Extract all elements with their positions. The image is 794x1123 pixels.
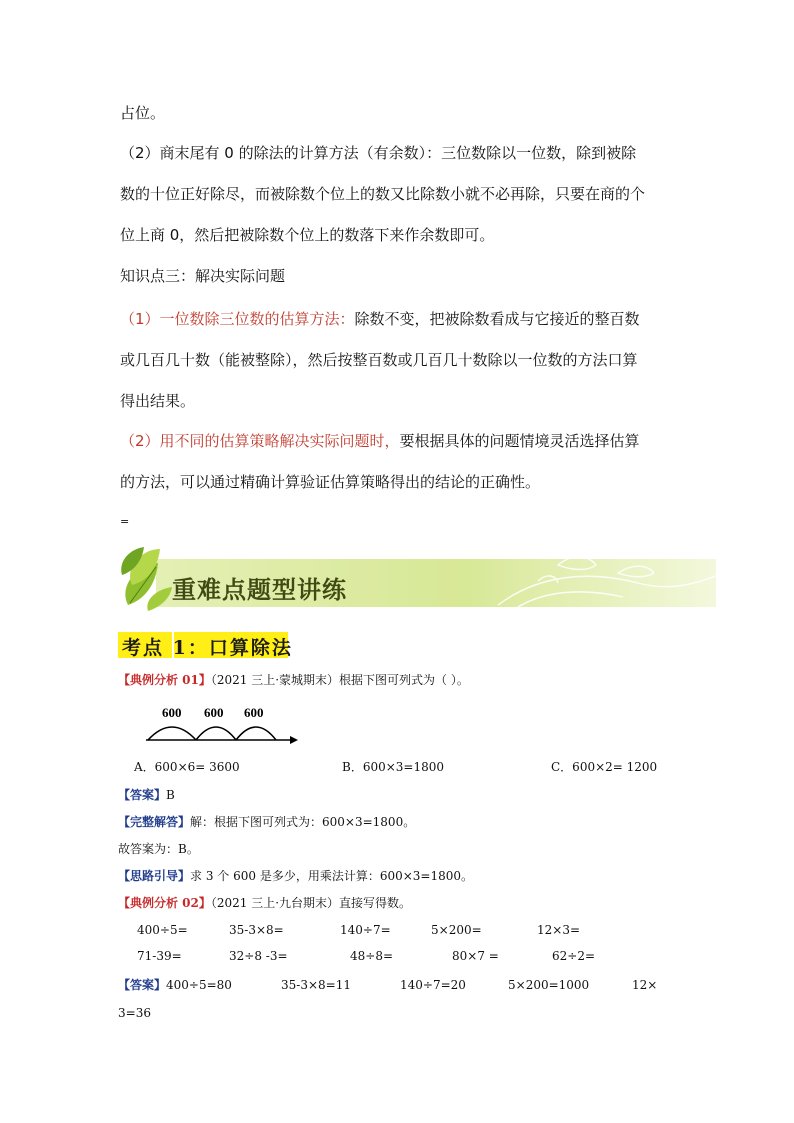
exercise-item: 32÷8 -3=	[229, 949, 288, 963]
banner-title: 重难点题型讲练	[172, 576, 347, 604]
answer-item: 140÷7=20	[400, 978, 466, 992]
arc-label: 600	[162, 705, 182, 720]
exercise-item: 35-3×8=	[229, 923, 284, 937]
answer-tag: 【答案】	[118, 978, 167, 992]
exercise-item: 48÷8=	[350, 949, 394, 963]
example-stem	[118, 672, 469, 688]
arc-label: 600	[204, 705, 224, 720]
paragraph-line: 或几百几十数（能被整除），然后按整百数或几百几十数除以一位数的方法口算	[120, 351, 638, 369]
answer-item: 35-3×8=11	[281, 978, 351, 992]
example-tag: 【典例分析 02】	[118, 896, 211, 910]
arc-label: 600	[244, 705, 264, 720]
answer-item: 400÷5=80	[166, 978, 232, 992]
topic-name: 1：口算除法	[172, 637, 293, 659]
answer-line	[118, 787, 175, 803]
exercise-item: 80×7 =	[452, 949, 499, 963]
exercise-item: 12×3=	[537, 923, 581, 937]
exercise-item: 71-39=	[137, 949, 182, 963]
exercise-item: 140÷7=	[340, 923, 391, 937]
hint-line	[118, 868, 473, 884]
answer-tag: 【答案】	[118, 788, 167, 802]
paragraph-line: 位上商 0，然后把被除数个位上的数落下来作余数即可。	[120, 226, 495, 244]
example-question: （2021 三上·九台期末）直接写得数。	[210, 896, 412, 910]
hint-tag: 【思路引导】	[118, 869, 191, 883]
paragraph-line	[120, 431, 640, 451]
paragraph-line: （2）商末尾有 0 的除法的计算方法（有余数）：三位数除以一位数，除到被除	[120, 144, 637, 162]
paragraph-line: 得出结果。	[120, 392, 196, 410]
paragraph-line: 的方法，可以通过精确计算验证估算策略得出的结论的正确性。	[120, 473, 541, 491]
solution-line	[118, 814, 415, 830]
example-stem	[118, 895, 411, 911]
option-c: C．600×2= 1200	[551, 760, 658, 774]
solution-text: 解：根据下图可列式为：600×3=1800。	[190, 815, 416, 829]
strategy-text: 要根据具体的问题情境灵活选择估算	[399, 432, 640, 450]
option-b: B．600×3=1800	[342, 760, 445, 774]
exercise-item: 62÷2=	[552, 949, 596, 963]
text-line: 占位。	[120, 104, 166, 122]
strategy-title: （2）用不同的估算策略解决实际问题时，	[120, 432, 400, 450]
equal-mark: =	[120, 515, 130, 528]
topic-label: 考点	[122, 637, 165, 659]
method-title: （1）一位数除三位数的估算方法：	[120, 310, 355, 328]
solution-tag: 【完整解答】	[118, 815, 191, 829]
method-text: 除数不变，把被除数看成与它接近的整百数	[354, 310, 640, 328]
answer-item: 5×200=1000	[508, 978, 590, 992]
example-question: （2021 三上·蒙城期末）根据下图可列式为（ ）。	[210, 673, 469, 687]
topic-title	[122, 633, 293, 660]
example-tag: 【典例分析 01】	[118, 673, 211, 687]
option-a: A．600×6= 3600	[134, 760, 240, 774]
answer-value: B	[166, 788, 175, 802]
answer-tag-line	[118, 977, 232, 993]
paragraph-line	[120, 309, 640, 329]
section-heading: 知识点三：解决实际问题	[120, 267, 286, 285]
exercise-item: 5×200=	[431, 923, 482, 937]
exercise-item: 400÷5=	[137, 923, 188, 937]
hint-text: 求 3 个 600 是多少，用乘法计算：600×3=1800。	[190, 869, 474, 883]
answer-item: 3=36	[118, 1006, 151, 1020]
answer-item: 12×	[632, 978, 658, 992]
conclusion-line: 故答案为：B。	[118, 842, 199, 856]
paragraph-line: 数的十位正好除尽，而被除数个位上的数又比除数小就不必再除，只要在商的个	[120, 185, 646, 203]
number-line-figure	[140, 700, 300, 746]
